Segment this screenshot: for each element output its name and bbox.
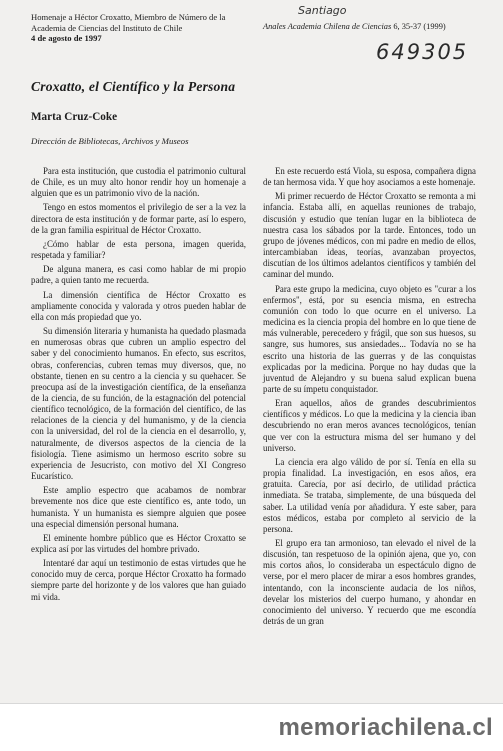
paragraph: Intentaré dar aquí un testimonio de estas virtudes que he conocido muy de cerca, porque Héctor Croxatto ha formado siempre parte del horizonte y de los valores que han guiado mi vida.: [31, 558, 246, 602]
paragraph: En este recuerdo está Viola, su esposa, compañera digna de tan hermosa vida. Y que hoy asociamos a este homenaje.: [263, 166, 476, 188]
site-watermark[interactable]: memoriachilena.cl: [278, 714, 493, 741]
journal-name: Anales Academia Chilena de Ciencias: [263, 22, 392, 31]
paragraph: Eran aquellos, años de grandes descubrimientos científicos y médicos. Lo que la medicina y la ciencia iban descubriendo no eran meros avances tecnológicos, tenían que ver con la estructura misma del ser humano y del universo.: [263, 398, 476, 453]
paragraph: Este amplio espectro que acabamos de nombrar brevemente nos dice que este científico es, ante todo, un humanista. Y un humanista es siempre alguien que posee una especial dimensión personal humana.: [31, 485, 246, 529]
paragraph: Tengo en estos momentos el privilegio de ser a la vez la directora de esta institución y de formar parte, así lo espero, de la gran familia espiritual de Héctor Croxatto.: [31, 202, 246, 235]
header-left-line2: Academia de Ciencias del Instituto de Chile: [31, 22, 183, 33]
footer-bar: [0, 703, 503, 751]
journal-volume: 6, 35-37 (1999): [393, 22, 446, 31]
article-author: Marta Cruz-Coke: [31, 111, 118, 123]
paragraph: La ciencia era algo válido de por sí. Tenía en ella su propia finalidad. La investigación, en esos años, era gratuita. Carecía, por así decirlo, de utilidad práctica inmediata. Se trataba, simplemente, de una búsqueda del saber. La utilidad venía por añadidura. Y este saber, para estos médicos, estaba por completo al servicio de la persona.: [263, 456, 476, 534]
handwritten-catalog-number: 649305: [376, 40, 469, 64]
article-title: Croxatto, el Científico y la Persona: [31, 79, 236, 94]
paragraph: El eminente hombre público que es Héctor Croxatto se explica así por las virtudes del hombre privado.: [31, 532, 246, 554]
journal-citation: [263, 22, 491, 32]
header-left-line1: Homenaje a Héctor Croxatto, Miembro de Número de la: [31, 12, 226, 22]
paragraph: ¿Cómo hablar de esta persona, imagen querida, respetada y familiar?: [31, 238, 246, 261]
paragraph: Su dimensión literaria y humanista ha quedado plasmada en numerosas obras que cubren un amplio espectro del saber y del conocimiento humanos. En efecto, sus escritos, obras, conferencias, cubren temas muy diversos, que, no obstante, tienen en su centro a la ciencia y su quehacer. Se preocupa así de la investigación científica, de la enseñanza de la ciencia, de su función, de la estagnación del potencial científico tecnológico, de la formación del científico, de las relaciones de la ciencia y del humanismo, y de la ciencia con la universidad, del rol de la ciencia en el desarrollo, y, naturalmente, de diversos aspectos de la ciencia de la fisiología. Tiene asimismo un hermoso escrito sobre su experiencia de Jesucristo, con motivo del XI Congreso Eucarístico.: [31, 326, 246, 482]
header-left: [31, 12, 266, 44]
text-column-right: [263, 166, 476, 630]
paragraph: De alguna manera, es casi como hablar de mi propio padre, a quien tanto me recuerda.: [31, 264, 246, 286]
handwritten-annotation: Santiago: [298, 4, 347, 17]
paragraph: Para esta institución, que custodia el patrimonio cultural de Chile, es un muy alto honor rendir hoy un homenaje a alguien que es un patrimonio vivo de la nación.: [31, 166, 246, 199]
paragraph: El grupo era tan armonioso, tan elevado el nivel de la discusión, tan respetuoso de la opinión ajena, que yo, con mis cortos años, lo consideraba un espectáculo digno de verse, por el mero placer de mirar a esos hombres grandes, intentando, con la inconsciente audacia de los niños, develar los misterios del cuerpo humano, y ahondar en conocimiento del universo. Y recuerdo que me escondía detrás de un gran: [263, 538, 476, 627]
paragraph: Mi primer recuerdo de Héctor Croxatto se remonta a mi infancia. Estaba allí, en aquellas reuniones de trabajo, discusión y estudio que tenían lugar en la biblioteca de nuestra casa los sábados por la tarde. Entonces, todo un grupo de jóvenes médicos, con mi padre en medio de ellos, intercambiaban ideas, teorías, avanzaban proyectos, discutían de los últimos adelantos científicos y también del caminar del mundo.: [263, 191, 476, 280]
header-date: 4 de agosto de 1997: [31, 33, 102, 43]
paragraph: La dimensión científica de Héctor Croxatto es ampliamente conocida y valorada y otros pueden hablar de ella con más propiedad que yo.: [31, 289, 246, 322]
text-column-left: [31, 166, 246, 606]
author-affiliation: Dirección de Bibliotecas, Archivos y Museos: [31, 136, 189, 146]
paragraph: Para este grupo la medicina, cuyo objeto es "curar a los enfermos", está, por su esencia misma, en estrecha comunión con todo lo que ocurre en el universo. La medicina es la ciencia propia del hombre en lo que tiene de más vulnerable, perecedero y frágil, que son sus huesos, su sangre, sus humores, sus ansiedades... Todavía no se ha escrito una historia de las guerras y de las conquistas explicadas por la medicina. Porque no hay dudas que la juventud de Alejandro y su buena salud explican buena parte de su ímpetu conquistador.: [263, 283, 476, 394]
